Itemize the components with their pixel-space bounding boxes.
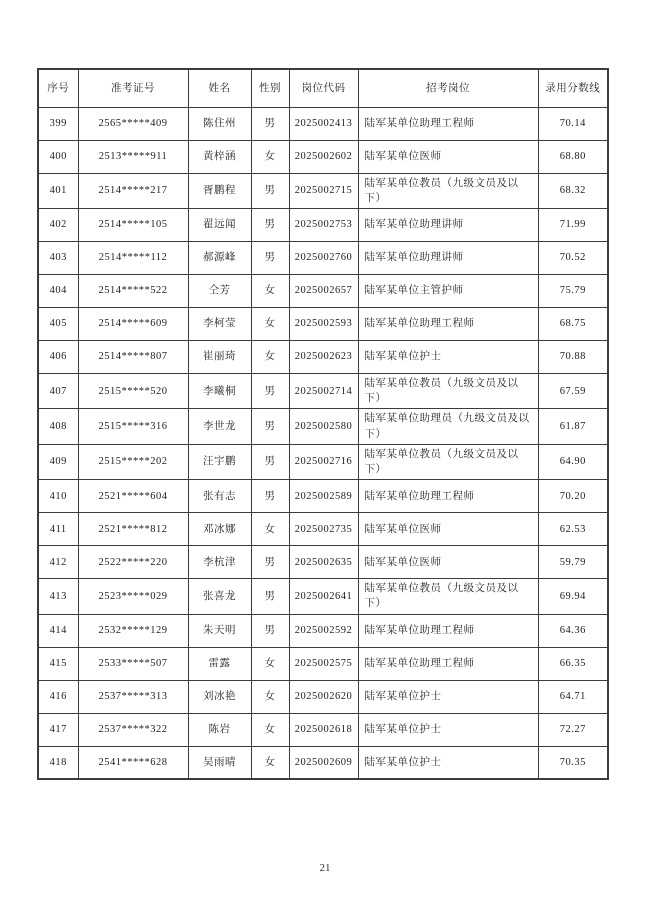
cell-position: 陆军某单位护士	[358, 340, 538, 373]
cell-score-line: 71.99	[538, 208, 608, 241]
cell-serial-number: 407	[38, 373, 78, 408]
cell-serial-number: 416	[38, 680, 78, 713]
cell-serial-number: 403	[38, 241, 78, 274]
cell-gender: 女	[251, 307, 289, 340]
cell-score-line: 64.90	[538, 444, 608, 479]
cell-job-code: 2025002635	[289, 546, 358, 579]
cell-name: 陈住州	[188, 107, 251, 140]
table-row	[38, 680, 608, 713]
page-number: 21	[319, 862, 331, 874]
cell-ticket-number: 2514*****807	[78, 340, 188, 373]
cell-ticket-number: 2565*****409	[78, 107, 188, 140]
cell-score-line: 64.71	[538, 680, 608, 713]
cell-job-code: 2025002589	[289, 480, 358, 513]
table-row	[38, 107, 608, 140]
cell-job-code: 2025002753	[289, 208, 358, 241]
cell-position: 陆军某单位医师	[358, 140, 538, 173]
cell-score-line: 67.59	[538, 373, 608, 408]
cell-job-code: 2025002735	[289, 513, 358, 546]
table-row	[38, 480, 608, 513]
table-row	[38, 746, 608, 779]
header-gender: 性别	[251, 69, 289, 107]
table-row	[38, 409, 608, 444]
cell-score-line: 66.35	[538, 647, 608, 680]
cell-score-line: 68.32	[538, 173, 608, 208]
table-row	[38, 713, 608, 746]
cell-score-line: 62.53	[538, 513, 608, 546]
header-row	[38, 69, 608, 107]
results-table	[37, 68, 609, 780]
cell-serial-number: 410	[38, 480, 78, 513]
table-row	[38, 614, 608, 647]
cell-job-code: 2025002657	[289, 274, 358, 307]
cell-ticket-number: 2523*****029	[78, 579, 188, 614]
cell-position: 陆军某单位助理工程师	[358, 614, 538, 647]
cell-job-code: 2025002609	[289, 746, 358, 779]
cell-ticket-number: 2521*****604	[78, 480, 188, 513]
cell-serial-number: 401	[38, 173, 78, 208]
cell-serial-number: 415	[38, 647, 78, 680]
cell-job-code: 2025002602	[289, 140, 358, 173]
cell-name: 雷露	[188, 647, 251, 680]
cell-serial-number: 417	[38, 713, 78, 746]
table-header	[38, 69, 608, 107]
cell-position: 陆军某单位护士	[358, 746, 538, 779]
cell-serial-number: 405	[38, 307, 78, 340]
cell-name: 李曦桐	[188, 373, 251, 408]
cell-score-line: 68.75	[538, 307, 608, 340]
cell-gender: 女	[251, 647, 289, 680]
cell-name: 胥鹏程	[188, 173, 251, 208]
cell-gender: 女	[251, 274, 289, 307]
cell-gender: 男	[251, 173, 289, 208]
cell-gender: 男	[251, 614, 289, 647]
cell-ticket-number: 2537*****322	[78, 713, 188, 746]
cell-job-code: 2025002714	[289, 373, 358, 408]
table-row	[38, 444, 608, 479]
cell-position: 陆军某单位助理讲师	[358, 241, 538, 274]
table-row	[38, 274, 608, 307]
header-ticket-number: 准考证号	[78, 69, 188, 107]
cell-gender: 男	[251, 373, 289, 408]
cell-ticket-number: 2514*****217	[78, 173, 188, 208]
table-row	[38, 140, 608, 173]
cell-serial-number: 404	[38, 274, 78, 307]
cell-job-code: 2025002413	[289, 107, 358, 140]
cell-job-code: 2025002641	[289, 579, 358, 614]
cell-name: 郝源峰	[188, 241, 251, 274]
header-job-code: 岗位代码	[289, 69, 358, 107]
cell-name: 黄梓涵	[188, 140, 251, 173]
table-row	[38, 579, 608, 614]
cell-name: 仝芳	[188, 274, 251, 307]
cell-name: 吴雨晴	[188, 746, 251, 779]
cell-position: 陆军某单位护士	[358, 680, 538, 713]
cell-gender: 男	[251, 480, 289, 513]
cell-gender: 女	[251, 513, 289, 546]
cell-position: 陆军某单位教员（九级文员及以下）	[358, 373, 538, 408]
cell-position: 陆军某单位医师	[358, 546, 538, 579]
cell-score-line: 70.14	[538, 107, 608, 140]
cell-serial-number: 409	[38, 444, 78, 479]
cell-name: 朱天明	[188, 614, 251, 647]
cell-gender: 男	[251, 107, 289, 140]
cell-name: 李世龙	[188, 409, 251, 444]
table-row	[38, 208, 608, 241]
table-row	[38, 647, 608, 680]
header-position: 招考岗位	[358, 69, 538, 107]
cell-name: 翟远闻	[188, 208, 251, 241]
cell-position: 陆军某单位教员（九级文员及以下）	[358, 173, 538, 208]
cell-position: 陆军某单位护士	[358, 713, 538, 746]
header-name: 姓名	[188, 69, 251, 107]
table-row	[38, 546, 608, 579]
cell-gender: 女	[251, 713, 289, 746]
cell-name: 李杭津	[188, 546, 251, 579]
cell-job-code: 2025002580	[289, 409, 358, 444]
cell-gender: 男	[251, 241, 289, 274]
cell-job-code: 2025002715	[289, 173, 358, 208]
cell-ticket-number: 2513*****911	[78, 140, 188, 173]
cell-position: 陆军某单位助理工程师	[358, 307, 538, 340]
cell-job-code: 2025002575	[289, 647, 358, 680]
table-row	[38, 513, 608, 546]
cell-serial-number: 414	[38, 614, 78, 647]
cell-job-code: 2025002760	[289, 241, 358, 274]
cell-serial-number: 400	[38, 140, 78, 173]
table-row	[38, 373, 608, 408]
cell-position: 陆军某单位助理讲师	[358, 208, 538, 241]
cell-gender: 女	[251, 746, 289, 779]
table-row	[38, 340, 608, 373]
cell-name: 李柯莹	[188, 307, 251, 340]
cell-name: 刘冰艳	[188, 680, 251, 713]
cell-score-line: 61.87	[538, 409, 608, 444]
cell-position: 陆军某单位主管护师	[358, 274, 538, 307]
cell-gender: 男	[251, 579, 289, 614]
cell-job-code: 2025002592	[289, 614, 358, 647]
cell-name: 张有志	[188, 480, 251, 513]
cell-score-line: 70.52	[538, 241, 608, 274]
cell-gender: 男	[251, 208, 289, 241]
cell-score-line: 70.88	[538, 340, 608, 373]
table-row	[38, 307, 608, 340]
cell-ticket-number: 2537*****313	[78, 680, 188, 713]
cell-position: 陆军某单位助理员（九级文员及以下）	[358, 409, 538, 444]
cell-job-code: 2025002620	[289, 680, 358, 713]
cell-ticket-number: 2515*****316	[78, 409, 188, 444]
cell-score-line: 69.94	[538, 579, 608, 614]
cell-job-code: 2025002716	[289, 444, 358, 479]
cell-position: 陆军某单位医师	[358, 513, 538, 546]
cell-score-line: 70.20	[538, 480, 608, 513]
table-body	[38, 107, 608, 779]
cell-job-code: 2025002593	[289, 307, 358, 340]
cell-score-line: 68.80	[538, 140, 608, 173]
cell-ticket-number: 2522*****220	[78, 546, 188, 579]
cell-job-code: 2025002618	[289, 713, 358, 746]
cell-position: 陆军某单位助理工程师	[358, 107, 538, 140]
cell-gender: 女	[251, 680, 289, 713]
cell-serial-number: 411	[38, 513, 78, 546]
cell-name: 张喜龙	[188, 579, 251, 614]
cell-ticket-number: 2514*****105	[78, 208, 188, 241]
cell-name: 陈岩	[188, 713, 251, 746]
cell-score-line: 70.35	[538, 746, 608, 779]
cell-job-code: 2025002623	[289, 340, 358, 373]
cell-ticket-number: 2514*****609	[78, 307, 188, 340]
cell-name: 邓冰娜	[188, 513, 251, 546]
cell-serial-number: 402	[38, 208, 78, 241]
cell-serial-number: 413	[38, 579, 78, 614]
cell-position: 陆军某单位助理工程师	[358, 480, 538, 513]
cell-score-line: 64.36	[538, 614, 608, 647]
cell-serial-number: 406	[38, 340, 78, 373]
cell-ticket-number: 2515*****520	[78, 373, 188, 408]
cell-name: 汪宇鹏	[188, 444, 251, 479]
cell-score-line: 72.27	[538, 713, 608, 746]
cell-ticket-number: 2514*****522	[78, 274, 188, 307]
header-serial-number: 序号	[38, 69, 78, 107]
cell-serial-number: 412	[38, 546, 78, 579]
cell-position: 陆军某单位助理工程师	[358, 647, 538, 680]
cell-position: 陆军某单位教员（九级文员及以下）	[358, 579, 538, 614]
cell-ticket-number: 2541*****628	[78, 746, 188, 779]
cell-gender: 男	[251, 546, 289, 579]
cell-ticket-number: 2533*****507	[78, 647, 188, 680]
cell-ticket-number: 2515*****202	[78, 444, 188, 479]
cell-ticket-number: 2532*****129	[78, 614, 188, 647]
cell-gender: 女	[251, 140, 289, 173]
cell-serial-number: 418	[38, 746, 78, 779]
table-row	[38, 241, 608, 274]
cell-score-line: 59.79	[538, 546, 608, 579]
cell-score-line: 75.79	[538, 274, 608, 307]
cell-gender: 男	[251, 444, 289, 479]
cell-serial-number: 399	[38, 107, 78, 140]
cell-ticket-number: 2521*****812	[78, 513, 188, 546]
cell-position: 陆军某单位教员（九级文员及以下）	[358, 444, 538, 479]
header-score-line: 录用分数线	[538, 69, 608, 107]
cell-gender: 女	[251, 340, 289, 373]
cell-gender: 男	[251, 409, 289, 444]
cell-serial-number: 408	[38, 409, 78, 444]
table-row	[38, 173, 608, 208]
cell-name: 崔丽琦	[188, 340, 251, 373]
cell-ticket-number: 2514*****112	[78, 241, 188, 274]
